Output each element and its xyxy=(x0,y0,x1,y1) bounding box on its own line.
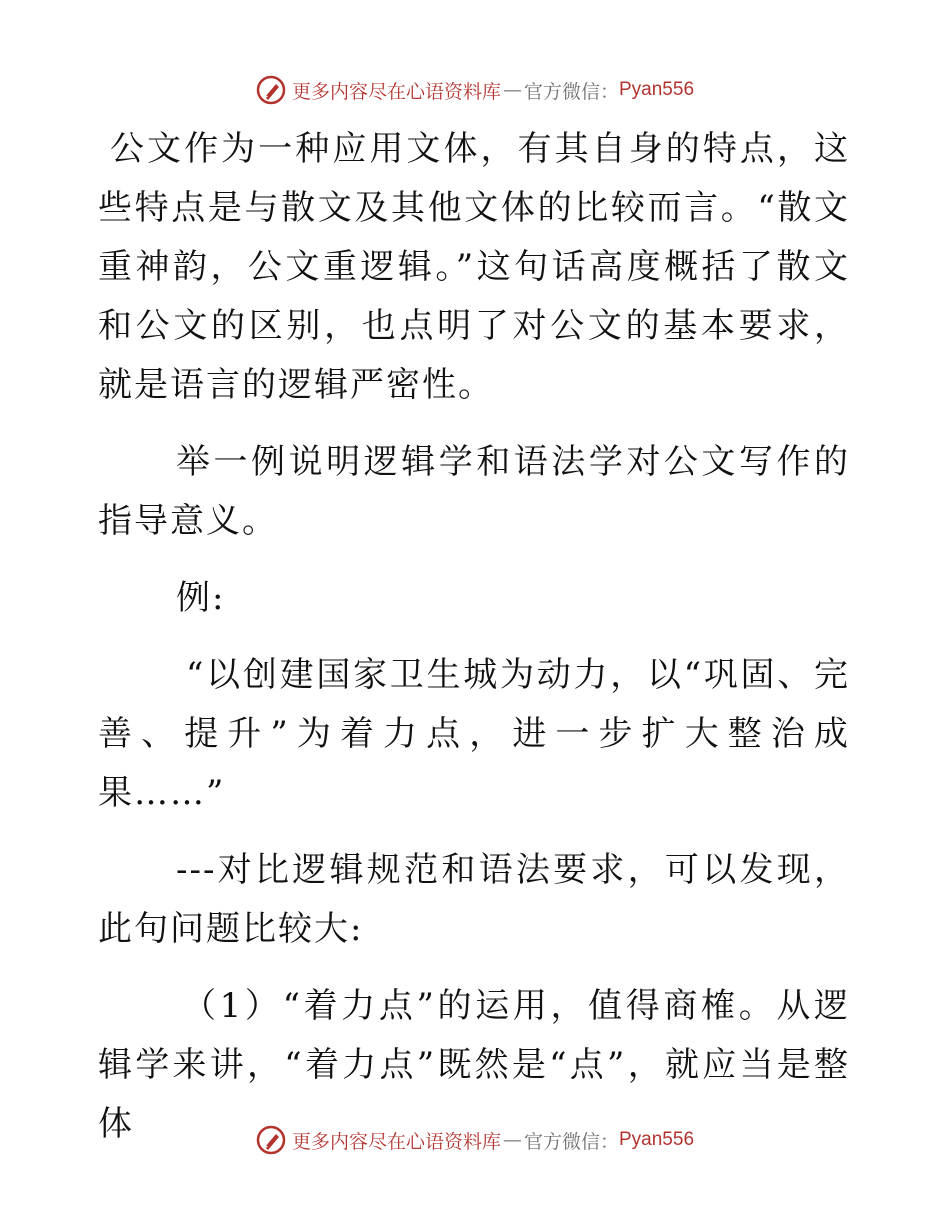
footer-wechat-id: Pyan556 xyxy=(619,1129,695,1150)
header-official-label: 官方微信： xyxy=(523,80,619,103)
header-wechat-id: Pyan556 xyxy=(619,79,695,100)
paragraph-4: “以创建国家卫生城为动力，以“巩固、完善、提升”为着力点，进一步扩大整治成果……” xyxy=(98,655,850,813)
page-header-banner xyxy=(0,70,950,110)
footer-official-label: 官方微信： xyxy=(523,1130,619,1153)
page-footer-banner xyxy=(0,1120,950,1160)
paragraph-3: 例: xyxy=(176,578,226,618)
footer-brand-text: 更多内容尽在心语资料库 xyxy=(291,1130,501,1153)
pen-logo-icon xyxy=(256,75,286,105)
paragraph-2: 举一例说明逻辑学和语法学对公文写作的指导意义。 xyxy=(98,442,850,541)
header-dash: — xyxy=(502,79,522,101)
pen-logo-icon xyxy=(256,1125,286,1155)
document-body xyxy=(98,120,850,1154)
paragraph-5: ---对比逻辑规范和语法要求，可以发现，此句问题比较大: xyxy=(98,850,850,949)
footer-dash: — xyxy=(502,1129,522,1151)
paragraph-6: （1）“着力点”的运用，值得商榷。从逻辑学来讲，“着力点”既然是“点”，就应当是整体 xyxy=(98,986,850,1144)
paragraph-1: 公文作为一种应用文体，有其自身的特点，这些特点是与散文及其他文体的比较而言。“散文重神韵，公文重逻辑。”这句话高度概括了散文和公文的区别，也点明了对公文的基本要求，就是语言的逻辑严密性。 xyxy=(98,129,850,405)
header-brand-text: 更多内容尽在心语资料库 xyxy=(291,80,501,103)
